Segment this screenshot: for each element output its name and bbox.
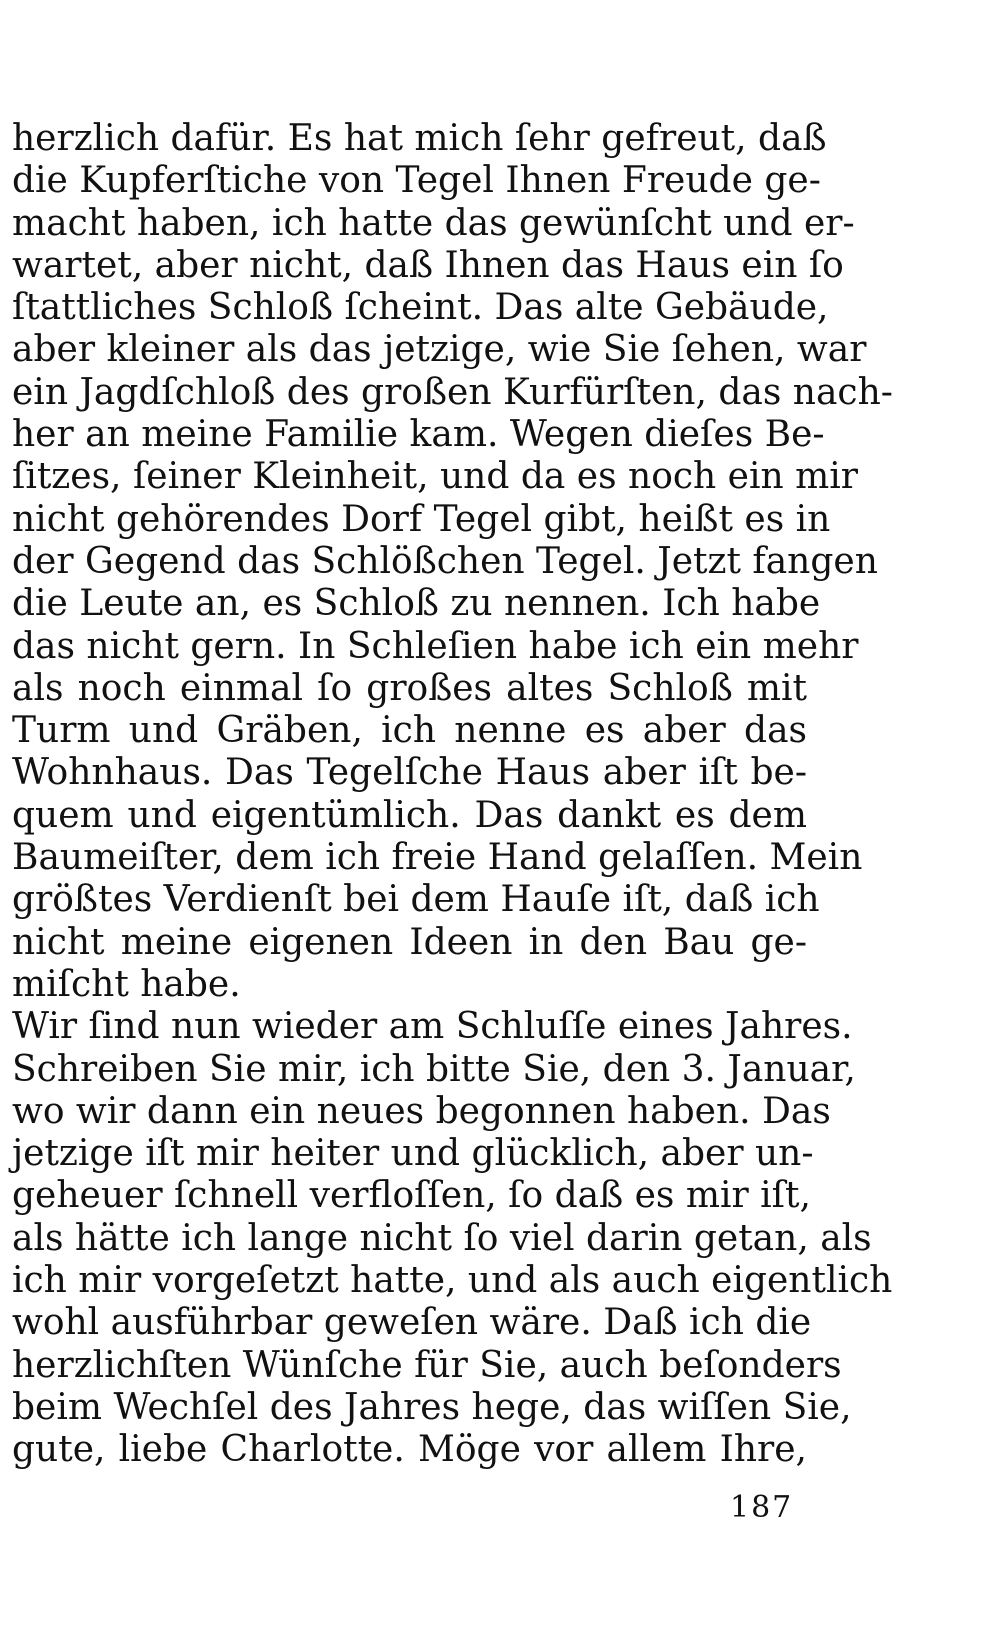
text-line: Schreiben Sie mir, ich bitte Sie, den 3. Januar, xyxy=(12,1048,856,1090)
text-line: ich mir vorgeſetzt hatte, und als auch eigentlich xyxy=(12,1260,893,1302)
text-line: die Kupferſtiche von Tegel Ihnen Freude ge- xyxy=(12,160,821,202)
text-line: ein Jagdſchloß des großen Kurfürſten, das nach- xyxy=(12,371,893,413)
text-line: als noch einmal ſo großes altes Schloß mit xyxy=(12,667,807,709)
text-line: wo wir dann ein neues begonnen haben. Das xyxy=(12,1090,831,1132)
text-line: ſtattliches Schloß ſcheint. Das alte Gebäude, xyxy=(12,287,829,329)
text-line: wartet, aber nicht, daß Ihnen das Haus ein ſo xyxy=(12,244,844,286)
text-line: das nicht gern. In Schleſien habe ich ein mehr xyxy=(12,625,859,667)
text-line: herzlichſten Wünſche für Sie, auch beſonders xyxy=(12,1344,842,1386)
text-line: nicht meine eigenen Ideen in den Bau ge- xyxy=(12,921,807,963)
text-line: quem und eigentümlich. Das dankt es dem xyxy=(12,794,807,836)
text-line: beim Wechſel des Jahres hege, das wiſſen Sie, xyxy=(12,1386,852,1428)
text-line: wohl ausführbar geweſen wäre. Daß ich die xyxy=(12,1302,812,1344)
text-line: größtes Verdienſt bei dem Hauſe iſt, daß ich xyxy=(12,879,820,921)
text-line: gute, liebe Charlotte. Möge vor allem Ihre, xyxy=(12,1429,807,1471)
text-line: der Gegend das Schlößchen Tegel. Jetzt fangen xyxy=(12,540,878,582)
text-line: die Leute an, es Schloß zu nennen. Ich habe xyxy=(12,583,821,625)
text-line: aber kleiner als das jetzige, wie Sie ſehen, war xyxy=(12,329,867,371)
text-line: Turm und Gräben, ich nenne es aber das xyxy=(12,710,807,752)
text-line: jetzige iſt mir heiter und glücklich, aber un- xyxy=(12,1133,814,1175)
text-line: geheuer ſchnell verfloſſen, ſo daß es mir iſt, xyxy=(12,1175,811,1217)
text-line: her an meine Familie kam. Wegen dieſes Be- xyxy=(12,414,825,456)
paragraph-end-line: miſcht habe. xyxy=(12,963,241,1005)
text-line: herzlich dafür. Es hat mich ſehr gefreut, daß xyxy=(12,118,827,159)
text-line: Baumeiſter, dem ich freie Hand gelaſſen. Mein xyxy=(12,837,863,879)
text-line: ſitzes, ſeiner Kleinheit, und da es noch ein mir xyxy=(12,456,858,498)
text-line: macht haben, ich hatte das gewünſcht und er- xyxy=(12,202,855,244)
text-line: Wir ſind nun wieder am Schluſſe eines Jahres. xyxy=(12,1006,853,1048)
text-line: nicht gehörendes Dorf Tegel gibt, heißt es in xyxy=(12,498,831,540)
page-number: 187 xyxy=(730,1490,794,1525)
text-line: Wohnhaus. Das Tegelſche Haus aber iſt be- xyxy=(12,752,807,794)
text-line: als hätte ich lange nicht ſo viel darin getan, als xyxy=(12,1217,872,1259)
body-text xyxy=(12,118,893,1472)
